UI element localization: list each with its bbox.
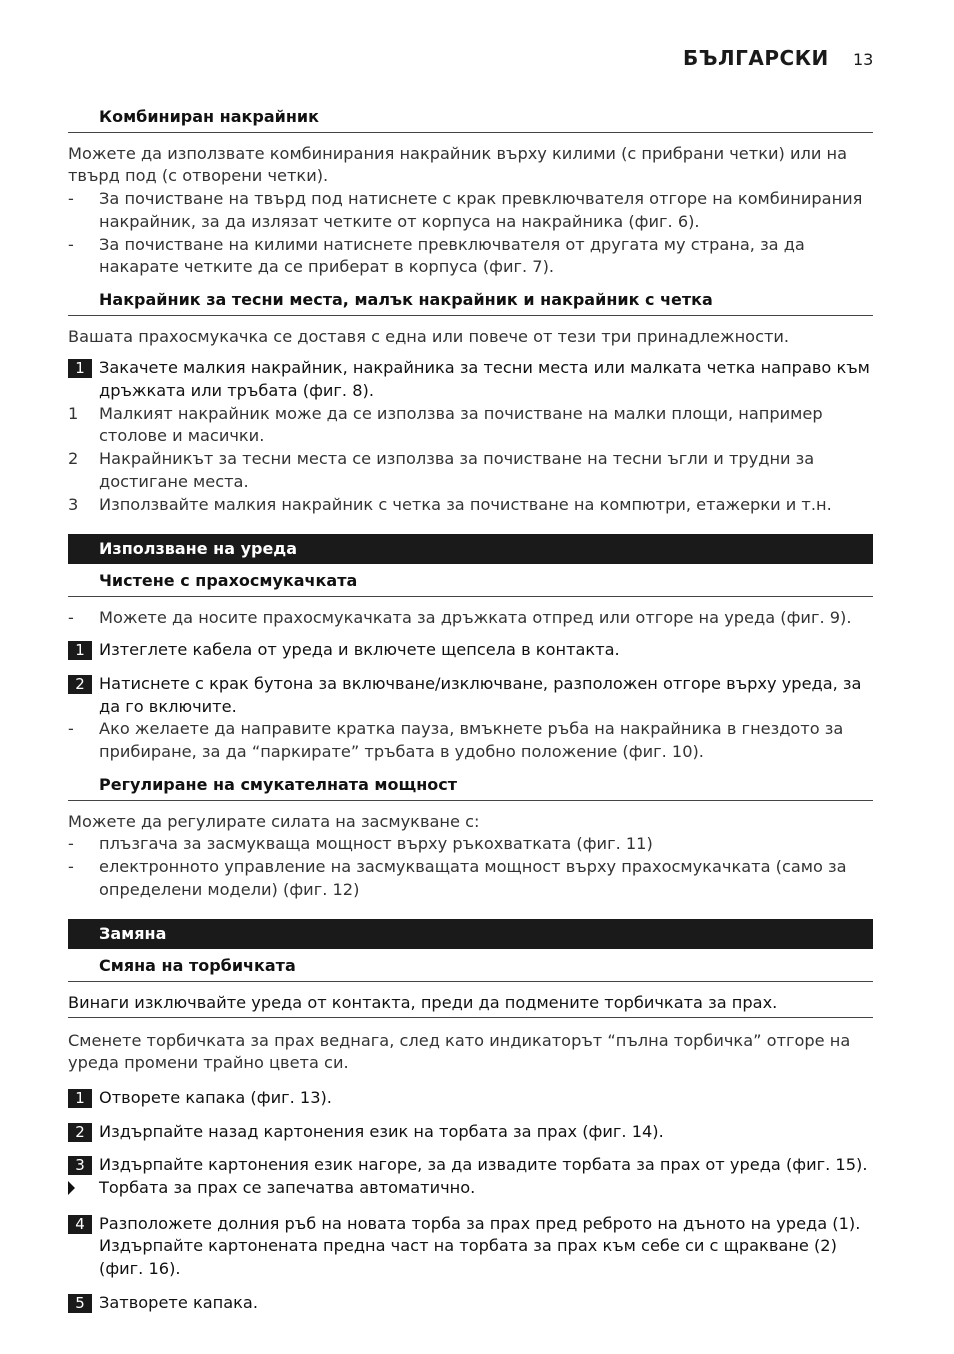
step-row xyxy=(68,1292,873,1315)
list-item xyxy=(68,833,873,856)
suction-bullet-1: плъзгача за засмукваща мощност върху ръкохватката (фиг. 11) xyxy=(99,834,653,854)
list-item xyxy=(68,403,873,448)
combi-intro: Можете да използвате комбинирания накрайник върху килими (с прибрани четки) или на твърд под (с отворени четки). xyxy=(68,143,847,186)
usage-bullet: Можете да носите прахосмукачката за дръжката отпред или отгоре на уреда (фиг. 9). xyxy=(99,607,852,627)
small-intro: Вашата прахосмукачка се доставя с една или повече от тези три принадлежности. xyxy=(68,326,790,346)
step-number-badge: 1 xyxy=(68,359,92,378)
dash-marker: - xyxy=(68,856,74,876)
replace-step-5: Затворете капака. xyxy=(99,1292,258,1312)
step-number-badge: 4 xyxy=(68,1215,92,1234)
replace-result: Торбата за прах се запечатва автоматично. xyxy=(99,1178,476,1198)
step-row xyxy=(68,673,873,718)
result-arrow-icon xyxy=(68,1181,75,1195)
subheading-small-nozzles: Накрайник за тесни места, малък накрайник и накрайник с четка xyxy=(68,289,873,316)
list-item xyxy=(68,494,873,517)
dash-marker: - xyxy=(68,607,74,627)
step-row xyxy=(68,639,873,662)
dash-marker: - xyxy=(68,234,74,254)
dash-marker: - xyxy=(68,719,74,739)
list-item xyxy=(68,718,873,763)
subheading-combi-nozzle: Комбиниран накрайник xyxy=(68,106,873,133)
small-item-2: Накрайникът за тесни места се използва за почистване на тесни ъгли и трудни за достигане места. xyxy=(99,449,815,491)
dash-marker: - xyxy=(68,189,74,209)
step-row xyxy=(68,1087,873,1110)
item-number: 1 xyxy=(68,403,79,423)
step-number-badge: 2 xyxy=(68,675,92,694)
suction-intro: Можете да регулирате силата на засмукване с: xyxy=(68,811,480,831)
list-item xyxy=(68,448,873,493)
page-number: 13 xyxy=(853,50,874,69)
replace-step-1: Отворете капака (фиг. 13). xyxy=(99,1087,332,1107)
small-item-3: Използвайте малкия накрайник с четка за почистване на компютри, етажерки и т.н. xyxy=(99,494,832,514)
dash-marker: - xyxy=(68,834,74,854)
combi-bullet-1: За почистване на твърд под натиснете с крак превключвателя отгоре на комбинирания накрайник, за да излязат четките от корпуса на накрайника (фиг. 6). xyxy=(99,189,863,231)
step-row xyxy=(68,1121,873,1144)
usage-step-2-note: Ако желаете да направите кратка пауза, вмъкнете ръба на накрайника в гнездото за прибиране, за да “паркирате” тръбата в удобно положение (фиг. 10). xyxy=(99,719,844,762)
subheading-bag-replacement: Смяна на торбичката xyxy=(68,955,873,982)
step-row xyxy=(68,357,873,402)
language-header: БЪЛГАРСКИ xyxy=(683,46,829,70)
step-number-badge: 1 xyxy=(68,641,92,660)
small-item-1: Малкият накрайник може да се използва за почистване на малки площи, например столове и масички. xyxy=(99,403,823,446)
page-content xyxy=(68,106,873,1315)
warning-text: Винаги изключвайте уреда от контакта, преди да подмените торбичката за прах. xyxy=(68,992,873,1018)
section-heading-usage: Използване на уреда xyxy=(68,534,873,564)
subheading-vacuuming: Чистене с прахосмукачката xyxy=(68,570,873,597)
replace-step-4: Разположете долния ръб на новата торба за прах пред реброто на дъното на уреда (1). Издърпайте картонената предна част на торбата за прах към себе си с щракване (2) (фиг. 16). xyxy=(99,1213,861,1279)
combi-bullet-2: За почистване на килими натиснете превключвателя от другата му страна, за да накарате четките да се приберат в корпуса (фиг. 7). xyxy=(99,234,805,277)
item-number: 3 xyxy=(68,494,79,514)
item-number: 2 xyxy=(68,449,79,469)
replace-step-2: Издърпайте назад картонения език на торбата за прах (фиг. 14). xyxy=(99,1121,664,1141)
usage-step-2: Натиснете с крак бутона за включване/изключване, разположен отгоре върху уреда, за да го включите. xyxy=(99,674,862,716)
step-number-badge: 1 xyxy=(68,1089,92,1108)
list-item xyxy=(68,856,873,901)
step-number-badge: 2 xyxy=(68,1123,92,1142)
suction-bullet-2: електронното управление на засмукващата мощност върху прахосмукачката (само за определени модели) (фиг. 12) xyxy=(99,856,847,899)
replace-step-3: Издърпайте картонения език нагоре, за да извадите торбата за прах от уреда (фиг. 15). xyxy=(99,1155,868,1175)
usage-step-1: Изтеглете кабела от уреда и включете щепсела в контакта. xyxy=(99,640,620,660)
result-row xyxy=(68,1177,873,1202)
step-number-badge: 5 xyxy=(68,1294,92,1313)
step-number-badge: 3 xyxy=(68,1156,92,1175)
list-item xyxy=(68,607,873,630)
section-heading-replacement: Замяна xyxy=(68,919,873,949)
step-row xyxy=(68,1154,873,1177)
replace-intro: Сменете торбичката за прах веднага, след като индикаторът “пълна торбичка” отгоре на уреда промени трайно цвета си. xyxy=(68,1030,851,1073)
step-row xyxy=(68,1213,873,1281)
subheading-suction-power: Регулиране на смукателната мощност xyxy=(68,774,873,801)
list-item xyxy=(68,188,873,233)
small-step-1: Закачете малкия накрайник, накрайника за тесни места или малката четка направо към дръжката или тръбата (фиг. 8). xyxy=(99,358,870,401)
list-item xyxy=(68,234,873,279)
